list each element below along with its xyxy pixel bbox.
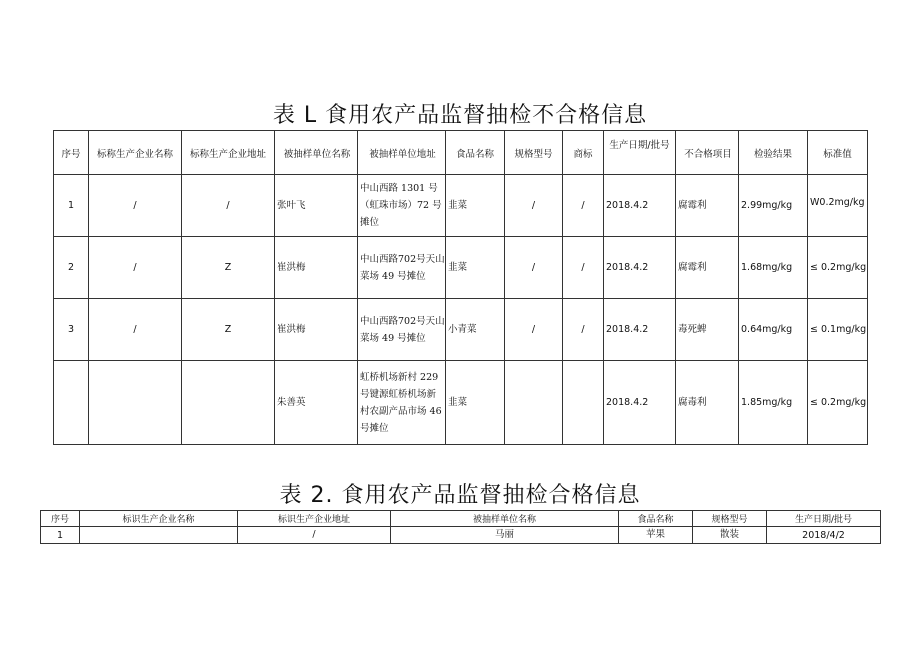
cell-spec: / (505, 237, 563, 299)
cell-company-address: Z (182, 299, 275, 361)
cell-seq: 1 (41, 527, 80, 544)
cell-seq: 2 (54, 237, 89, 299)
t1-header-trademark: 商标 (563, 131, 604, 175)
cell-failed-item: 腐毒利 (676, 361, 739, 445)
cell-test-result: 2.99mg/kg (739, 175, 808, 237)
table2-title: 表 2. 食用农产品监督抽检合格信息 (279, 483, 641, 508)
t1-header-company-name: 标称生产企业名称 (89, 131, 182, 175)
cell-company-address (182, 361, 275, 445)
cell-failed-item: 毒死蜱 (676, 299, 739, 361)
cell-seq (54, 361, 89, 445)
cell-test-result: 0.64mg/kg (739, 299, 808, 361)
unqualified-info-table (53, 130, 868, 445)
cell-sampled-unit-address: 中山西路702号天山菜场 49 号摊位 (358, 237, 446, 299)
cell-production-date: 2018.4.2 (604, 237, 676, 299)
cell-standard: ≤ 0.2mg/kg (808, 361, 868, 445)
cell-standard: ≤ 0.1mg/kg (808, 299, 868, 361)
cell-seq: 1 (54, 175, 89, 237)
cell-standard: ≤ 0.2mg/kg (808, 237, 868, 299)
cell-trademark (563, 361, 604, 445)
table-row (54, 361, 868, 445)
t1-header-spec: 规格型号 (505, 131, 563, 175)
table1-header-row (54, 131, 868, 175)
cell-trademark: / (563, 299, 604, 361)
t2-header-spec: 规格型号 (693, 511, 767, 527)
table-row (54, 237, 868, 299)
t1-header-test-result: 检验结果 (739, 131, 808, 175)
cell-company-address: / (238, 527, 391, 544)
t1-header-failed-item: 不合格项目 (676, 131, 739, 175)
t1-header-production-date: 生产日期/批号 (604, 131, 676, 175)
cell-sampled-unit-name: 崔洪梅 (275, 299, 358, 361)
cell-food-name: 韭菜 (446, 361, 505, 445)
cell-sampled-unit-name: 马丽 (391, 527, 619, 544)
cell-trademark: / (563, 237, 604, 299)
cell-seq: 3 (54, 299, 89, 361)
cell-sampled-unit-address: 中山西路 1301 号（虹珠市场）72 号摊位 (358, 175, 446, 237)
t2-header-company-address: 标识生产企业地址 (238, 511, 391, 527)
cell-spec: / (505, 175, 563, 237)
cell-sampled-unit-name: 张叶飞 (275, 175, 358, 237)
t2-header-company-name: 标识生产企业名称 (80, 511, 238, 527)
cell-standard: W0.2mg/kg (808, 175, 868, 237)
cell-production-date: 2018.4.2 (604, 361, 676, 445)
table2-header-row (41, 511, 881, 527)
cell-food-name: 小青菜 (446, 299, 505, 361)
t2-header-production-date: 生产日期/批号 (767, 511, 881, 527)
cell-food-name: 韭菜 (446, 175, 505, 237)
cell-spec: / (505, 299, 563, 361)
cell-sampled-unit-name: 崔洪梅 (275, 237, 358, 299)
cell-failed-item: 腐霉利 (676, 237, 739, 299)
t1-header-company-address: 标称生产企业地址 (182, 131, 275, 175)
cell-company-name: / (89, 175, 182, 237)
cell-production-date: 2018.4.2 (604, 299, 676, 361)
t1-header-sampled-unit-address: 被抽样单位地址 (358, 131, 446, 175)
t2-header-food-name: 食品名称 (619, 511, 693, 527)
cell-food-name: 韭菜 (446, 237, 505, 299)
t1-header-seq: 序号 (54, 131, 89, 175)
qualified-info-table (40, 510, 881, 544)
table-row (41, 527, 881, 544)
t1-header-standard: 标准值 (808, 131, 868, 175)
cell-food-name: 苹果 (619, 527, 693, 544)
cell-company-address: Z (182, 237, 275, 299)
table1-title: 表 L 食用农产品监督抽检不合格信息 (272, 103, 648, 128)
cell-trademark: / (563, 175, 604, 237)
cell-company-address: / (182, 175, 275, 237)
t2-header-seq: 序号 (41, 511, 80, 527)
t2-header-sampled-unit-name: 被抽样单位名称 (391, 511, 619, 527)
cell-production-date: 2018.4.2 (604, 175, 676, 237)
cell-spec: 散装 (693, 527, 767, 544)
cell-failed-item: 腐霉利 (676, 175, 739, 237)
cell-test-result: 1.68mg/kg (739, 237, 808, 299)
cell-spec (505, 361, 563, 445)
cell-sampled-unit-address: 虹桥机场新村 229 号键源虹桥机场新村农副产品市场 46 号摊位 (358, 361, 446, 445)
cell-production-date: 2018/4/2 (767, 527, 881, 544)
table-row (54, 299, 868, 361)
cell-company-name: / (89, 299, 182, 361)
cell-company-name (80, 527, 238, 544)
table-row (54, 175, 868, 237)
cell-company-name (89, 361, 182, 445)
cell-sampled-unit-address: 中山西路702号天山菜场 49 号摊位 (358, 299, 446, 361)
cell-test-result: 1.85mg/kg (739, 361, 808, 445)
cell-company-name: / (89, 237, 182, 299)
t1-header-food-name: 食品名称 (446, 131, 505, 175)
t1-header-sampled-unit-name: 被抽样单位名称 (275, 131, 358, 175)
cell-sampled-unit-name: 朱善英 (275, 361, 358, 445)
